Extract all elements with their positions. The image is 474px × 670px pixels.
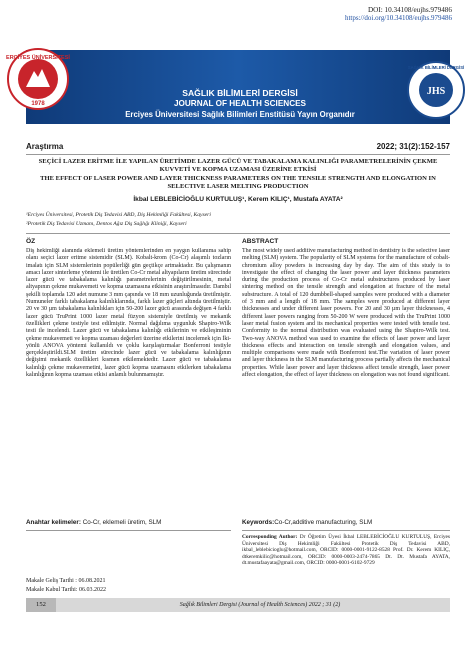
corresponding-author	[242, 534, 450, 567]
keywords-tr	[26, 519, 231, 526]
accepted-date: Makale Kabul Tarihi: 06.03.2022	[26, 587, 106, 593]
keywords-en	[242, 519, 450, 526]
doi-text: DOI: 10.34108/eujhs.979486	[367, 6, 452, 14]
affiliation-2: ²Protetik Diş Tedavisi Uzmanı, Dentos Ağız Diş Sağlığı Kliniği, Kayseri	[26, 221, 187, 227]
article-meta-row	[26, 142, 450, 155]
keywords-divider-left	[26, 530, 231, 531]
erciyes-university-logo	[6, 47, 70, 111]
title-en: THE EFFECT OF LASER POWER AND LAYER THICKNESS PARAMETERS ON THE TENSILE STRENGTH AND ELONGATION IN SELECTIVE LASER MELTING PRODUCTION	[40, 174, 436, 191]
oz-heading: ÖZ	[26, 238, 36, 245]
left-logo-year: 1978	[31, 101, 45, 107]
abstract-heading: ABSTRACT	[242, 238, 279, 245]
left-logo-text: ERCİYES ÜNİVERSİTESİ	[6, 55, 70, 61]
keywords-divider-right	[242, 530, 450, 531]
corresponding-author-text: Dr Öğretim Üyesi İkbal LEBLEBİCİOĞLU KURTULUŞ, Erciyes Üniversitesi Diş Hekimliği Fakültesi Protetik Diş Tedavisi ABD, ikbal_leblebicioglu@hotmail.com, ORCID: 0000-0001-9122-8528 Prof. Dr. Kerem KILIÇ, dtkeremkilic@hotmail.com, ORCID: 0000-0003-2474-7865 Dt. Dt. Mustafa AYATA, dt.mustafaayata@gmail.com, ORCID: 0000-0001-6102-9729	[242, 534, 451, 567]
oz-text: Diş hekimliği alanında eklemeli üretim yöntemlerinden en yaygın kullanıma sahip olanı seçici lazer eritme sistemidir (SLM). Kobalt-krom (Co-Cr) alaşımlı tozların imalatı için SLM sistemlerinin popülerliği gün geçtikçe artmaktadır. Bu çalışmanın amacı lazer sinterleme yöntemi ile üretilen Co-Cr metal altyapıların üretim sürecinde lazer gücü ve tabakalama kalınlığı parametrelerinin değiştirilmesinin, metal altyapının çekme mukavemeti ve kopma uzamasına etkisinin araştırılmasıdır. Dambıl şekilli toplamda 120 adet numune 3 mm çapında ve 18 mm uzunluğunda üretilmiştir. Numuneler farklı tabakalama kalınlıklarında, farklı lazer güçleri altında üretilmiştir. 20 ve 30 µm tabakalama kalınlıkları için 50-200 lazer gücü arasında değişen 4 farklı lazer gücü TruPrint 1000 lazer metal füzyon sistemiyle üretilmiş ve mekanik özellikleri çekme testiyle test edilmiştir. Normal dağılıma uygunluk Shapiro-Wilk testi ile incelendi. Lazer gücü ve tabakalama kalınlığı etkilerinin ve etkileşiminin çekme mukavemeti ve kopma uzaması değerleri üzerine etkilerini incelemek için İki-yönlü ANOVA yöntemi kullanıldı ve çoklu karşılaştırmalar Bonferroni testiyle gerçekleştirildi.SLM üretim sürecinde lazer gücü ve tabakalama kalınlığının değişimi mekanik özellikleri kısmen etkilemektedir. Lazer gücü ve tabakalama kalınlığı çekme mukavemetini, lazer gücü kopma uzamasını etkilerken tabakalama kalınlığının kopma uzaması etkisi anlamlı bulunmamıştır.	[26, 248, 231, 379]
affiliation-1: ¹Erciyes Üniversitesi, Protetik Diş Tedavisi ABD, Diş Hekimliği Fakültesi, Kayseri	[26, 212, 211, 218]
keywords-en-values: Co-Cr,additive manufacturing, SLM	[274, 519, 373, 526]
jhs-journal-logo	[406, 60, 466, 120]
article-citation: 2022; 31(2):152-157	[376, 142, 450, 151]
received-date: Makale Geliş Tarihi : 06.08.2021	[26, 578, 106, 584]
journal-publisher: Erciyes Üniversitesi Sağlık Bilimleri Enstitüsü Yayın Organıdır	[125, 110, 355, 119]
corresponding-author-label: Corresponding Author:	[242, 534, 298, 540]
right-logo-text: SAĞLIK BİLİMLERİ DERGİSİ	[407, 65, 465, 70]
article-type: Araştırma	[26, 142, 64, 151]
abstract-text: The most widely used additive manufacturing method in dentistry is the selective laser melting (SLM) system. The popularity of SLM systems for the manufacture of cobalt-chromium alloy powders is increasing day by day. The aim of this study is to investigate the effect of changing the laser power and layer thickness parameters during the production process of Co-Cr metal substructures produced by laser sintering method on the tensile strength and elongation at fracture of the metal substructure. A total of 120 dumbbell-shaped samples were produced with a diameter of 3 mm and a length of 18 mm. The samples were produced at different layer thicknesses and under different laser powers. For 20 and 30 µm layer thicknesses, 4 different laser powers ranging from 50-200 W were produced with the TruPrint 1000 laser metal fusion system and its mechanical properties were tested with tensile test. Conformity to the normal distribution was evaluated using the Shapiro-Wilk test. Two-way ANOVA method was used to examine the effects of laser power and layer thickness effects and interaction on tensile strength and elongation values, and multiple comparisons were made with Bonferroni test.The variation of laser power and layer thickness in the SLM manufacturing process partially affects the mechanical properties. While laser power and layer thickness affect tensile strength, laser power affect elongation, the effect of layer thickness on elongation was not found significant.	[242, 248, 450, 379]
article-titles	[26, 158, 450, 192]
page-number: 152	[26, 598, 56, 612]
author-list: İkbal LEBLEBİCİOĞLU KURTULUŞ¹, Kerem KILIÇ¹, Mustafa AYATA²	[133, 196, 343, 203]
journal-name-en: JOURNAL OF HEALTH SCIENCES	[173, 99, 307, 108]
right-logo-monogram: JHS	[426, 86, 446, 97]
doi-link[interactable]: https://doi.org/10.34108/eujhs.979486	[344, 14, 452, 22]
keywords-tr-label: Anahtar kelimeler:	[26, 519, 81, 526]
keywords-tr-values: Co-Cr, eklemeli üretim, SLM	[80, 519, 162, 526]
divider	[26, 233, 450, 234]
keywords-en-label: Keywords:	[242, 519, 275, 526]
title-tr: SEÇİCİ LAZER ERİTME İLE YAPILAN ÜRETİMDE LAZER GÜCÜ VE TABAKALAMA KALINLIĞI PARAMETRELERİNİN ÇEKME KUVVETİ VE KOPMA UZAMASI ÜZERİNE ETKİSİ	[38, 158, 438, 174]
journal-name-tr: SAĞLIK BİLİMLERİ DERGİSİ	[182, 88, 298, 98]
footer-journal-citation: Sağlık Bilimleri Dergisi (Journal of Health Sciences) 2022 ; 31 (2)	[179, 602, 341, 608]
